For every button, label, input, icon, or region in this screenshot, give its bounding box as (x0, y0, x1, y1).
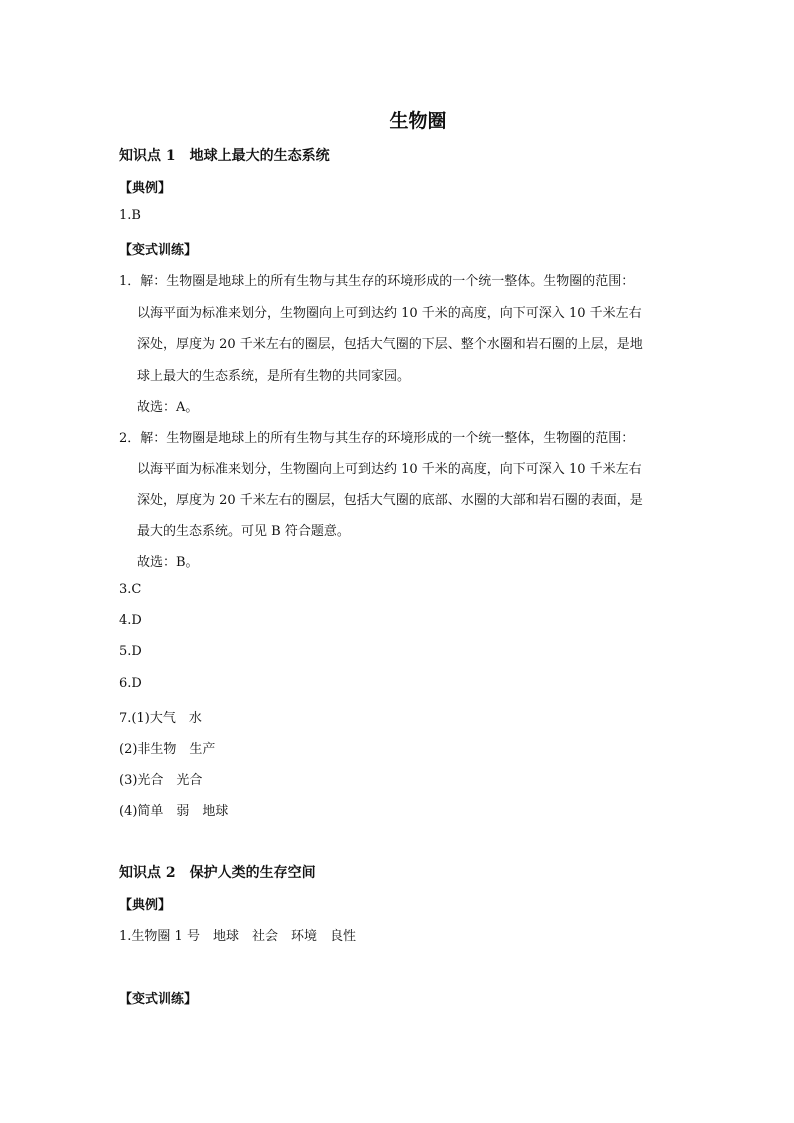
q2-line: 深处，厚度为 20 千米左右的圈层，包括大气圈的底部、水圈的大部和岩石圈的表面，是 (137, 493, 643, 508)
q7-line: 7.(1)大气 水 (119, 711, 202, 726)
q7-line: (3)光合 光合 (119, 773, 203, 788)
page-title: 生物圈 (389, 110, 447, 132)
section2-heading: 知识点 2 保护人类的生存空间 (119, 865, 316, 881)
q7-line: (2)非生物 生产 (119, 742, 216, 757)
q1-line: 球上最大的生态系统，是所有生物的共同家园。 (137, 369, 411, 384)
q1-line: 1．解：生物圈是地球上的所有生物与其生存的环境形成的一个统一整体。生物圈的范围： (119, 274, 635, 289)
section2-training-label: 【变式训练】 (119, 992, 198, 1007)
short-answer: 4.D (119, 613, 142, 628)
q1-answer: 故选：A。 (137, 400, 199, 415)
short-answer: 6.D (119, 676, 142, 691)
short-answer: 5.D (119, 644, 142, 659)
q2-line: 最大的生态系统。可见 B 符合题意。 (137, 524, 350, 539)
section1-example-answer: 1.B (119, 208, 141, 223)
section2-example-label: 【典例】 (119, 898, 172, 913)
q1-line: 以海平面为标准来划分，生物圈向上可到达约 10 千米的高度，向下可深入 10 千米左右 (137, 306, 642, 321)
q2-answer: 故选：B。 (137, 555, 199, 570)
q2-line: 2．解：生物圈是地球上的所有生物与其生存的环境形成的一个统一整体，生物圈的范围： (119, 431, 635, 446)
section1-example-label: 【典例】 (119, 181, 172, 196)
section1-heading: 知识点 1 地球上最大的生态系统 (119, 148, 330, 164)
q2-line: 以海平面为标准来划分，生物圈向上可到达约 10 千米的高度，向下可深入 10 千米左右 (137, 462, 642, 477)
q1-line: 深处，厚度为 20 千米左右的圈层，包括大气圈的下层、整个水圈和岩石圈的上层，是地 (137, 337, 643, 352)
q7-line: (4)简单 弱 地球 (119, 804, 229, 819)
section2-example-answer: 1.生物圈 1 号 地球 社会 环境 良性 (119, 929, 356, 944)
short-answer: 3.C (119, 582, 142, 597)
section1-training-label: 【变式训练】 (119, 243, 198, 258)
